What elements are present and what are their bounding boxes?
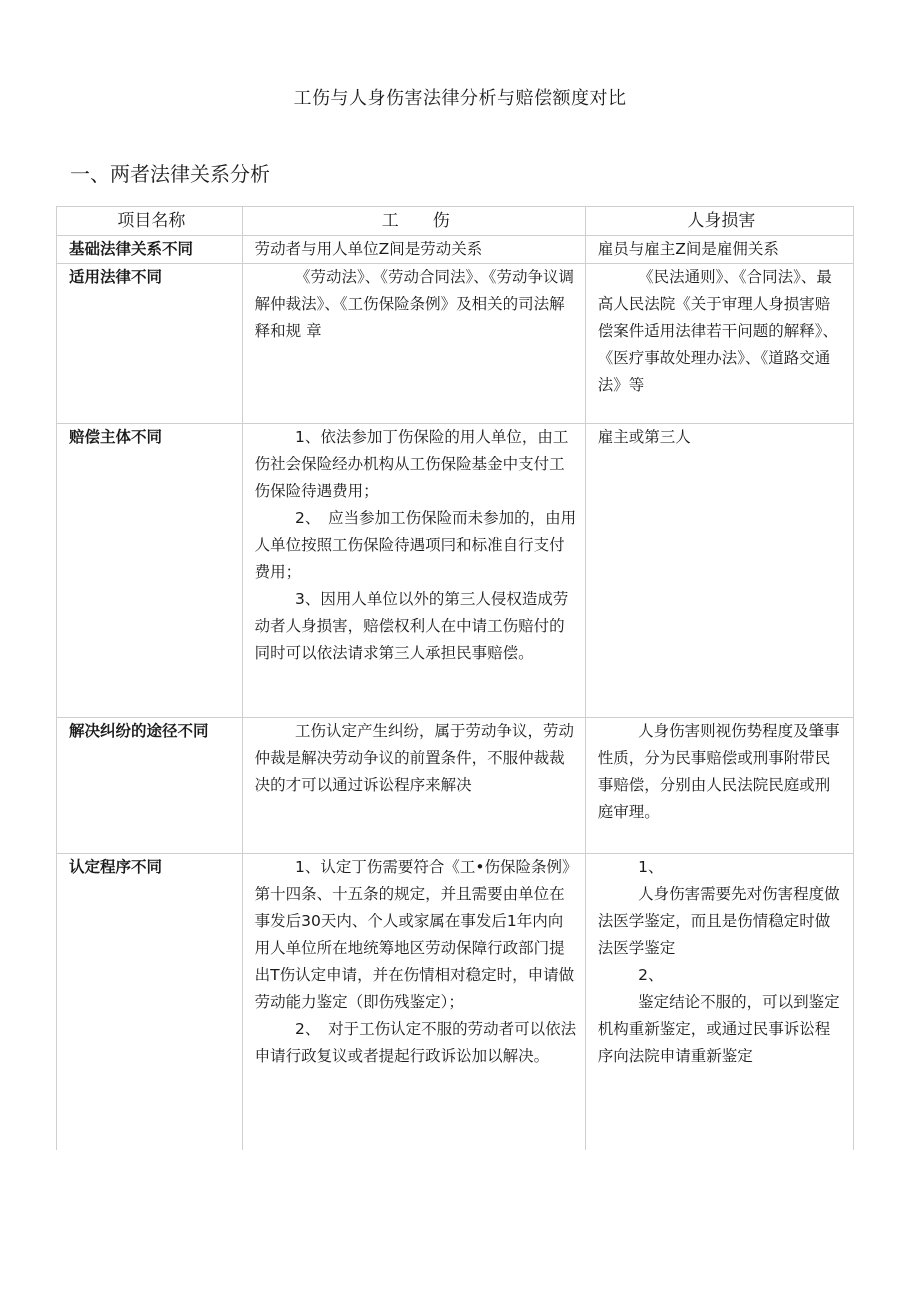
- section-heading: 一、两者法律关系分析: [70, 162, 270, 186]
- document-title: 工伤与人身伤害法律分析与赔偿额度对比: [293, 88, 627, 109]
- cell-text: 《劳动法》、《劳动合同法》、《劳动争议调解仲裁法》、《工伤保险条例》及相关的司法解释和规 章: [254, 268, 574, 340]
- cell-personal-injury: [585, 718, 853, 854]
- cell-text: 《民法通则》、《合同法》、最高人民法院《关于审理人身损害赔偿案件适用法律若干问题的解释》、《医疗事故处理办法》、《道路交通法》等: [597, 268, 839, 394]
- table-row: [57, 236, 854, 264]
- cell-work-injury: [242, 236, 585, 264]
- cell-text: 2、 应当参加工伤保险而未参加的，由用人单位按照工伤保险待遇项冃和标准自行支付费用；: [254, 509, 577, 581]
- cell-text: 雇主或第三人: [597, 428, 691, 446]
- cell-text: 2、 对于工伤认定不服的劳动者可以依法申请行政复议或者提起行政诉讼加以解决。: [254, 1020, 577, 1065]
- cell-work-injury: [242, 718, 585, 854]
- cell-work-injury: [242, 854, 585, 1150]
- cell-text: 雇员与雇主Z间是雇佣关系: [597, 240, 779, 258]
- cell-personal-injury: [585, 424, 853, 718]
- table-row: [57, 854, 854, 1150]
- comparison-table: [56, 206, 854, 1150]
- row-label: 适用法律不同: [57, 264, 243, 424]
- row-label: 解决纠纷的途径不同: [57, 718, 243, 854]
- cell-text: 人身伤害需要先对伤害程度做法医学鉴定，而且是伤情稳定时做法医学鉴定: [597, 885, 840, 957]
- cell-text: 工伤认定产生纠纷，属于劳动争议，劳动仲裁是解决劳动争议的前置条件，不服仲裁裁决的才可以通过诉讼程序来解决: [254, 722, 574, 794]
- cell-text: 鉴定结论不服的，可以到鉴定机构重新鉴定，或通过民事诉讼程序向法院申请重新鉴定: [597, 993, 840, 1065]
- header-personal-injury: 人身损害: [585, 207, 853, 236]
- cell-text: 2、: [638, 966, 664, 984]
- cell-personal-injury: [585, 264, 853, 424]
- header-work-injury: 工 伤: [242, 207, 585, 236]
- table-row: [57, 264, 854, 424]
- header-item-name: 项目名称: [57, 207, 243, 236]
- table-header-row: [57, 207, 854, 236]
- cell-personal-injury: [585, 854, 853, 1150]
- cell-text: 人身伤害则视伤势程度及肇事性质，分为民事赔偿或刑事附带民事赔偿，分别由人民法院民庭或刑庭审理。: [597, 722, 840, 821]
- cell-text: 1、依法参加丁伤保险的用人单位，由工伤社会保险经办机构从工伤保险基金中支付工伤保险待遇费用；: [254, 428, 569, 500]
- row-label: 赔偿主体不同: [57, 424, 243, 718]
- row-label: 认定程序不同: [57, 854, 243, 1150]
- cell-personal-injury: [585, 236, 853, 264]
- cell-text: 1、认定丁伤需要符合《工•伤保险条例》第十四条、十五条的规定，并且需要由单位在事发后30天内、个人或家属在事发后1年内向用人单位所在地统筹地区劳动保障行政部门提出T伤认定申请，并在伤情相对稳定时，申请做劳动能力鉴定（即伤残鉴定）；: [254, 858, 575, 1011]
- table-row: [57, 424, 854, 718]
- cell-work-injury: [242, 264, 585, 424]
- cell-text: 劳动者与用人单位Z间是劳动关系: [254, 240, 483, 258]
- cell-text: 1、: [638, 858, 664, 876]
- cell-work-injury: [242, 424, 585, 718]
- table-row: [57, 718, 854, 854]
- row-label: 基础法律关系不同: [57, 236, 243, 264]
- cell-text: 3、因用人单位以外的第三人侵权造成劳动者人身损害，赔偿权利人在中请工伤赔付的同时可以依法请求第三人承担民事赔偿。: [254, 590, 569, 662]
